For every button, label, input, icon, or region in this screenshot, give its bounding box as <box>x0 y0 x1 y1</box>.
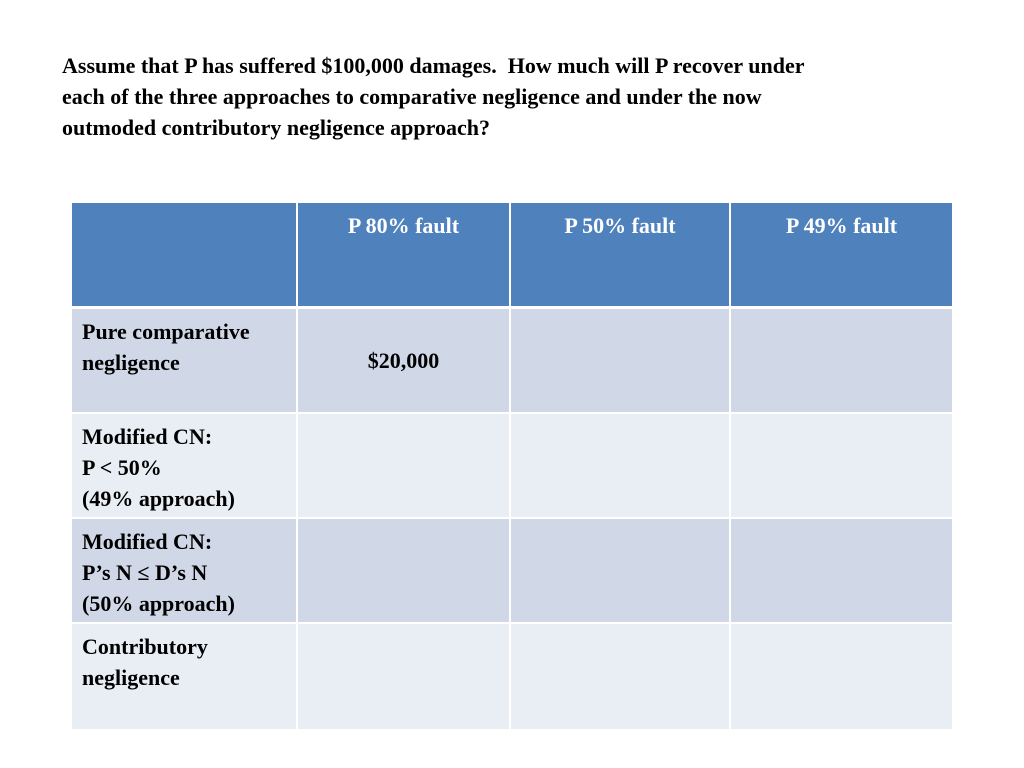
row-label-line: (50% approach) <box>82 591 235 616</box>
row-label-line: negligence <box>82 350 180 375</box>
row-label-line: Contributory <box>82 634 208 659</box>
question-line: Assume that P has suffered $100,000 damages. How much will P recover under <box>62 53 805 78</box>
row-label <box>72 519 298 624</box>
cell-p80 <box>298 519 511 624</box>
row-label-line: Modified CN: <box>82 529 213 554</box>
row-label-line: negligence <box>82 665 180 690</box>
cell-p49 <box>731 519 952 624</box>
cell-p80: $20,000 <box>298 309 511 414</box>
cell-p49 <box>731 309 952 414</box>
question-line: each of the three approaches to comparative negligence and under the now <box>62 84 762 109</box>
cell-p80 <box>298 624 511 729</box>
table-row-pure-comparative <box>72 309 952 414</box>
header-p80-fault: P 80% fault <box>298 203 511 309</box>
table-row-modified-49 <box>72 414 952 519</box>
cell-p50 <box>511 519 731 624</box>
cell-p49 <box>731 624 952 729</box>
row-label-line: P’s N ≤ D’s N <box>82 560 208 585</box>
question-text <box>62 50 962 143</box>
row-label <box>72 414 298 519</box>
cell-p49 <box>731 414 952 519</box>
row-label <box>72 624 298 729</box>
question-line: outmoded contributory negligence approach? <box>62 115 490 140</box>
header-p49-fault: P 49% fault <box>731 203 952 309</box>
row-label-line: Pure comparative <box>82 319 250 344</box>
header-corner-cell <box>72 203 298 309</box>
cell-p80 <box>298 414 511 519</box>
cell-p50 <box>511 624 731 729</box>
row-label <box>72 309 298 414</box>
header-p50-fault: P 50% fault <box>511 203 731 309</box>
table-header-row <box>72 203 952 309</box>
table-row-contributory <box>72 624 952 729</box>
cell-p50 <box>511 309 731 414</box>
recovery-table <box>72 203 952 729</box>
table-row-modified-50 <box>72 519 952 624</box>
row-label-line: Modified CN: <box>82 424 213 449</box>
cell-p50 <box>511 414 731 519</box>
row-label-line: P < 50% <box>82 455 162 480</box>
row-label-line: (49% approach) <box>82 486 235 511</box>
